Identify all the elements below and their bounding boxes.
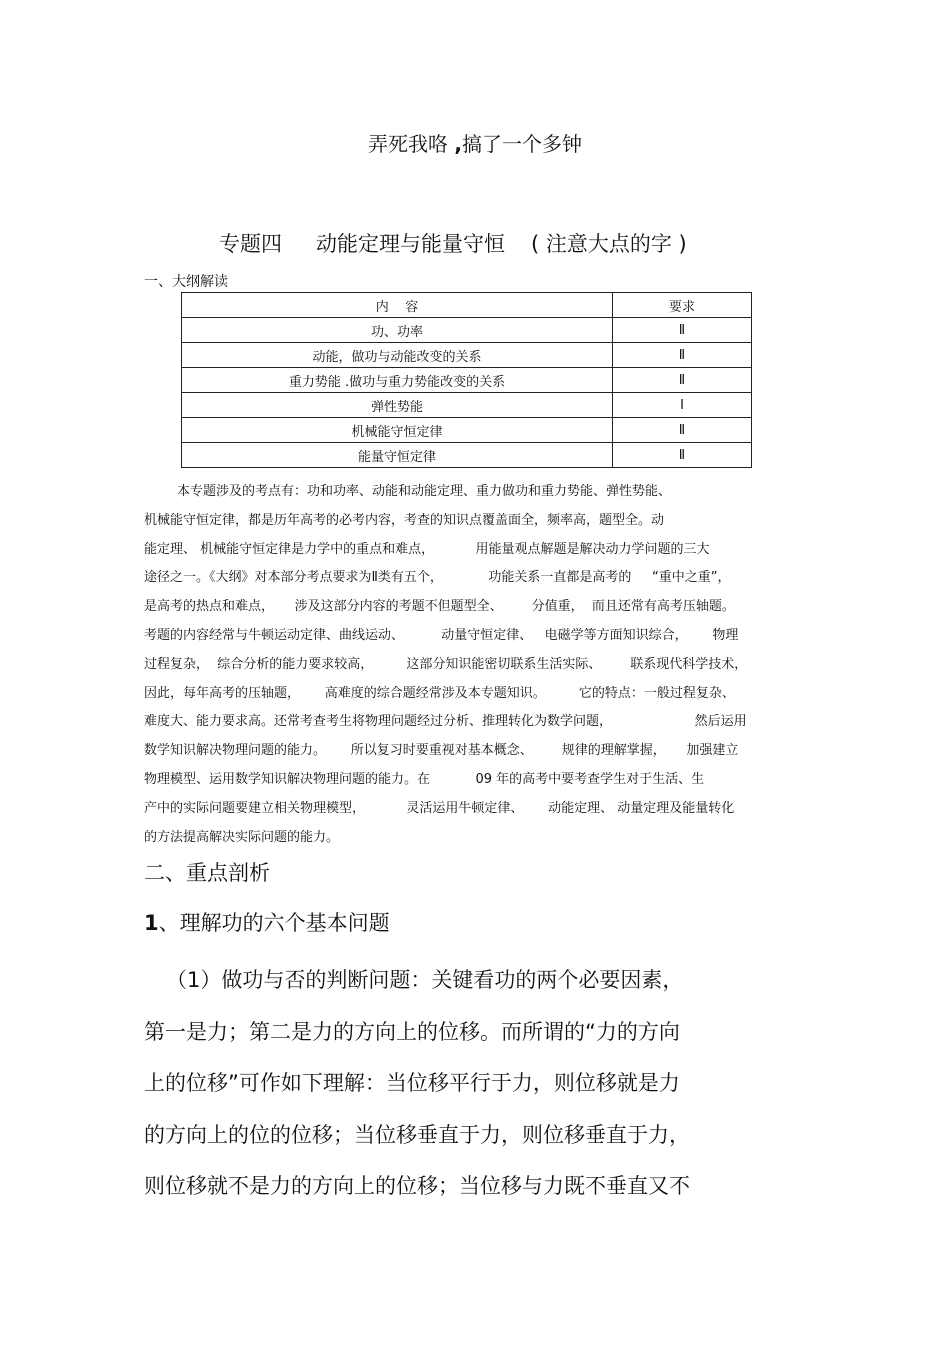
paragraph-line: 过程复杂， 综合分析的能力要求较高， 这部分知识能密切联系生活实际、 联系现代科学技术， xyxy=(144,656,748,672)
chapter-note: ( 注意大点的字 ) xyxy=(531,232,687,256)
paragraph-line: 的方法提高解决实际问题的能力。 xyxy=(144,829,340,845)
section-heading-outline: 一、大纲解读 xyxy=(144,274,228,290)
table-row xyxy=(182,393,752,418)
body-line: 上的位移”可作如下理解：当位移平行于力，则位移就是力 xyxy=(144,1071,680,1095)
table-cell-level: Ⅱ xyxy=(613,368,752,393)
chapter-name: 动能定理与能量守恒 xyxy=(316,232,505,256)
body-line: 第一是力；第二是力的方向上的位移。而所谓的“力的方向 xyxy=(144,1019,680,1044)
top-title-comma: , xyxy=(454,132,462,156)
paragraph-line: 考题的内容经常与牛顿运动定律、曲线运动、 动量守恒定律、 电磁学等方面知识综合， 物理 xyxy=(144,627,739,643)
requirements-table xyxy=(181,292,752,468)
paragraph-line: 产中的实际问题要建立相关物理模型， 灵活运用牛顿定律、 动能定理、 动量定理及能量转化 xyxy=(144,800,735,816)
paragraph-line: 能定理、 机械能守恒定律是力学中的重点和难点， 用能量观点解题是解决动力学问题的三大 xyxy=(144,541,710,557)
table-cell-level: Ⅱ xyxy=(613,343,752,368)
page-top-title xyxy=(0,128,950,157)
table-cell-level: Ⅱ xyxy=(613,418,752,443)
table-row xyxy=(182,368,752,393)
top-title-part1: 弄死我咯 xyxy=(368,132,455,156)
body-line: 则位移就不是力的方向上的位移；当位移与力既不垂直又不 xyxy=(144,1174,690,1198)
body-text xyxy=(144,955,690,1213)
table-header-row xyxy=(182,293,752,318)
top-title-part2: 搞了一个多钟 xyxy=(461,132,582,156)
table-row xyxy=(182,443,752,468)
section-heading-key-points: 二、重点剖析 xyxy=(144,861,270,885)
paragraph-line: 物理模型、运用数学知识解决物理问题的能力。在 09 年的高考中要考查学生对于生活、生 xyxy=(144,771,705,787)
subsection-number: 1 xyxy=(144,911,159,935)
table-cell-content: 弹性势能 xyxy=(182,393,613,418)
paragraph-line: 是高考的热点和难点， 涉及这部分内容的考题不但题型全、 分值重， 而且还常有高考压轴题。 xyxy=(144,599,735,615)
table-header-content: 内 容 xyxy=(182,293,613,318)
table-row xyxy=(182,318,752,343)
paragraph-line: 机械能守恒定律，都是历年高考的必考内容，考查的知识点覆盖面全，频率高，题型全。动 xyxy=(144,512,665,528)
paragraph-line: 难度大、能力要求高。还常考查考生将物理问题经过分析、推理转化为数学问题， 然后运用 xyxy=(144,714,747,730)
subsection-title: 、理解功的六个基本问题 xyxy=(158,911,390,935)
table-cell-content: 机械能守恒定律 xyxy=(182,418,613,443)
subsection-heading xyxy=(144,907,390,937)
table-cell-level: Ⅰ xyxy=(613,393,752,418)
table-row xyxy=(182,343,752,368)
body-line: （1）做功与否的判断问题：关键看功的两个必要因素， xyxy=(166,968,684,992)
table-cell-content: 重力势能 .做功与重力势能改变的关系 xyxy=(182,368,613,393)
table-header-requirement: 要求 xyxy=(613,293,752,318)
table-cell-level: Ⅱ xyxy=(613,318,752,343)
paragraph-line: 因此，每年高考的压轴题， 高难度的综合题经常涉及本专题知识。 它的特点：一般过程复杂、 xyxy=(144,685,735,701)
table-cell-content: 能量守恒定律 xyxy=(182,443,613,468)
paragraph-line: 本专题涉及的考点有：功和功率、动能和动能定理、重力做功和重力势能、弹性势能、 xyxy=(144,484,672,499)
intro-paragraph xyxy=(144,478,824,852)
paragraph-line: 数学知识解决物理问题的能力。 所以复习时要重视对基本概念、 规律的理解掌握， 加强建立 xyxy=(144,743,739,759)
table-cell-content: 动能，做功与动能改变的关系 xyxy=(182,343,613,368)
paragraph-line: 途径之一。《大纲》对本部分考点要求为Ⅱ类有五个， 功能关系一直都是高考的 “重中之重”， xyxy=(144,570,731,586)
table-cell-level: Ⅱ xyxy=(613,443,752,468)
body-line: 的方向上的位的位移；当位移垂直于力，则位移垂直于力， xyxy=(144,1122,690,1147)
table-cell-content: 功、功率 xyxy=(182,318,613,343)
chapter-number: 专题四 xyxy=(219,232,282,256)
table-row xyxy=(182,418,752,443)
chapter-title xyxy=(219,228,687,258)
